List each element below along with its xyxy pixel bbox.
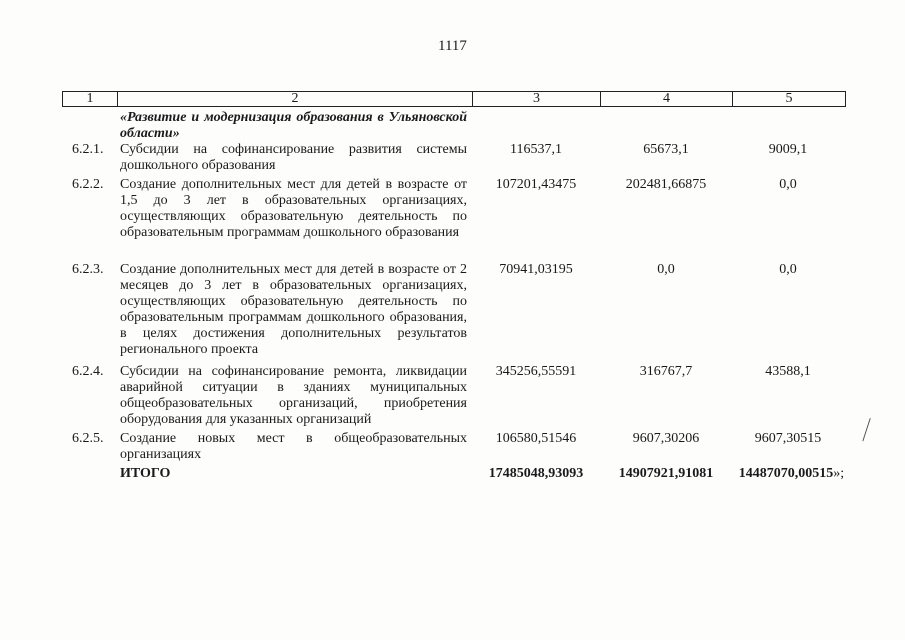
row-value-col-5: 0,0: [779, 177, 797, 192]
row-value-col-3: 116537,1: [510, 142, 562, 157]
table-header-row: [62, 91, 846, 107]
row-value-col-4: 65673,1: [643, 142, 689, 157]
row-description: Создание дополнительных мест для детей в возрасте от 1,5 до 3 лет в образовательных организациях, осуществляющих образовательную деятельность по образовательным программам дошкольного образования: [120, 177, 467, 240]
page-number: 1117: [438, 38, 467, 54]
row-number: 6.2.3.: [72, 262, 104, 277]
header-col-1: 1: [63, 92, 118, 106]
row-value-col-4: 0,0: [657, 262, 675, 277]
row-description: Создание новых мест в общеобразовательных организациях: [120, 431, 467, 462]
total-value-col-5: 14487070,00515: [738, 466, 834, 481]
header-col-3: 3: [473, 92, 601, 106]
row-value-col-3: 345256,55591: [495, 364, 577, 379]
total-label: ИТОГО: [120, 466, 171, 481]
row-value-col-5: 43588,1: [765, 364, 811, 379]
row-number: 6.2.5.: [72, 431, 104, 446]
row-value-col-3: 106580,51546: [495, 431, 577, 446]
total-value-col-5-cell: [734, 466, 849, 482]
header-col-4: 4: [601, 92, 733, 106]
row-description: Создание дополнительных мест для детей в возрасте от 2 месяцев до 3 лет в образовательных организациях, осуществляющих образовательную деятельность по образовательным программам дошкольного образования, в целях достижения дополнительных результатов регионального проекта: [120, 262, 467, 357]
section-heading: «Развитие и модернизация образования в Ульяновской области»: [120, 110, 467, 141]
row-value-col-4: 316767,7: [639, 364, 693, 379]
row-value-col-5: 0,0: [779, 262, 797, 277]
total-closing-quote: »;: [833, 466, 845, 481]
row-number: 6.2.2.: [72, 177, 104, 192]
total-value-col-3: 17485048,93093: [488, 466, 584, 481]
total-value-col-4: 14907921,91081: [618, 466, 714, 481]
header-col-2: 2: [118, 92, 473, 106]
row-value-col-5: 9009,1: [768, 142, 808, 157]
row-value-col-4: 202481,66875: [625, 177, 707, 192]
header-col-5: 5: [785, 91, 793, 106]
row-value-col-4: 9607,30206: [632, 431, 700, 446]
scan-mark: [862, 418, 872, 442]
row-description: Субсидии на софинансирование ремонта, ликвидации аварийной ситуации в зданиях муниципальных общеобразовательных организаций, приобретения оборудования для указанных организаций: [120, 364, 467, 427]
row-value-col-3: 107201,43475: [495, 177, 577, 192]
row-number: 6.2.4.: [72, 364, 104, 379]
row-number: 6.2.1.: [72, 142, 104, 157]
row-description: Субсидии на софинансирование развития системы дошкольного образования: [120, 142, 467, 173]
row-value-col-3: 70941,03195: [499, 262, 573, 277]
row-value-col-5: 9607,30515: [754, 431, 822, 446]
